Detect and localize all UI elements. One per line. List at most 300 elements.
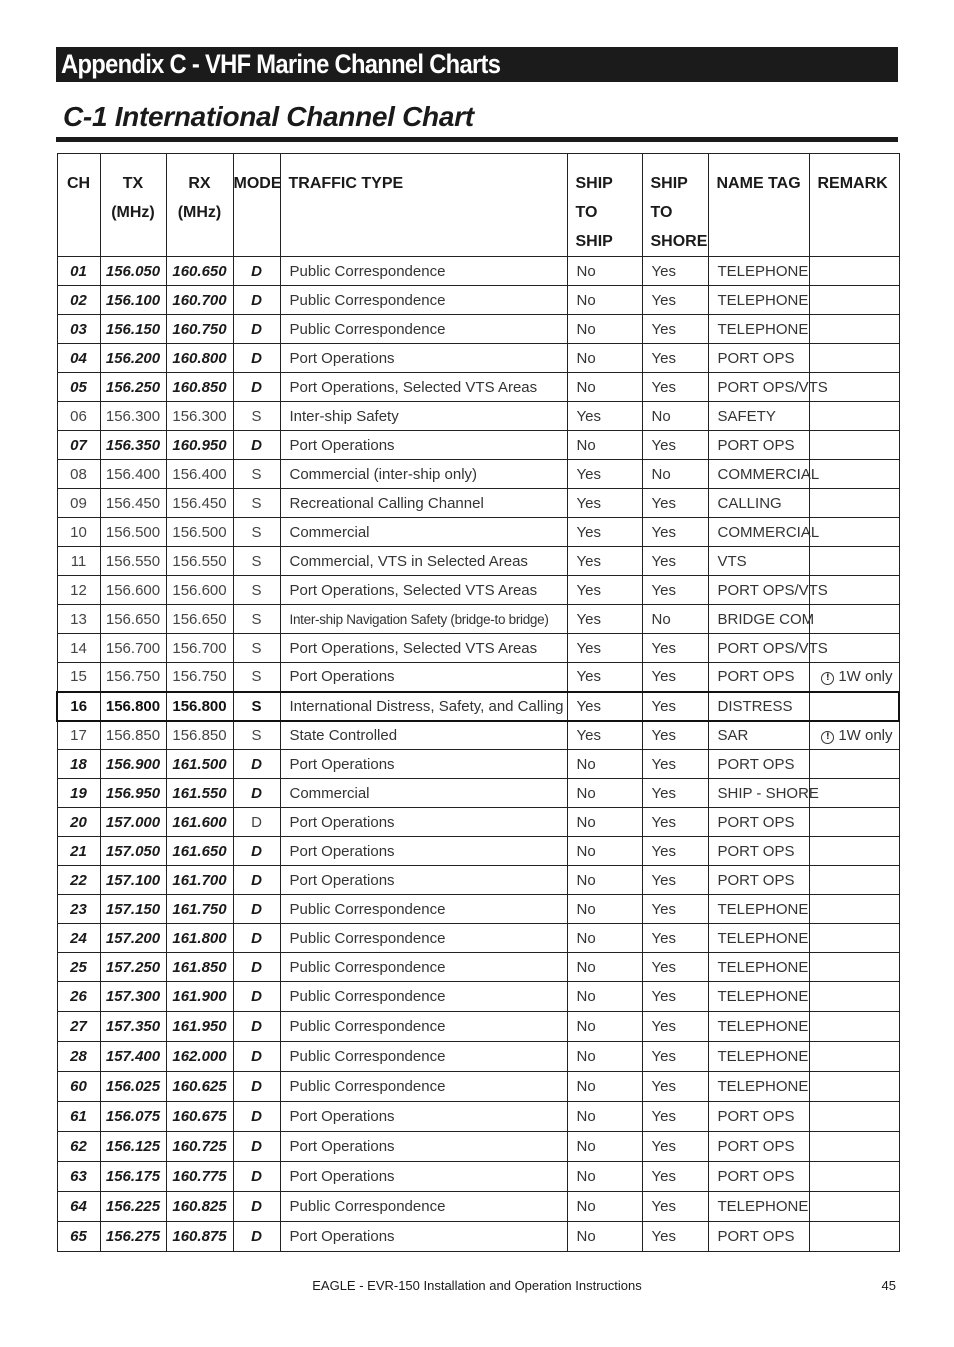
cell-channel-text: 12: [70, 581, 87, 599]
cell-remark: [809, 982, 899, 1012]
cell-remark: [809, 895, 899, 924]
cell-channel: [57, 1102, 100, 1132]
cell-rx-freq-text: 160.750: [172, 320, 227, 338]
cell-ship-to-shore-text: Yes: [651, 436, 676, 454]
cell-channel-text: 22: [70, 871, 87, 889]
cell-traffic-type-text: Port Operations: [289, 871, 395, 889]
cell-traffic-type-text: Public Correspondence: [289, 320, 446, 338]
cell-channel: [57, 1162, 100, 1192]
cell-name-tag: [708, 663, 809, 692]
cell-rx-freq-text: 160.675: [172, 1108, 227, 1125]
cell-rx-freq-text: 161.600: [172, 813, 227, 831]
cell-rx-freq: [166, 924, 233, 953]
cell-ship-to-shore: [642, 518, 708, 547]
cell-ship-to-ship: [567, 286, 642, 315]
cell-tx-freq: [100, 576, 166, 605]
cell-tx-freq-text: 156.050: [105, 262, 161, 280]
cell-traffic-type-text: Public Correspondence: [289, 291, 446, 309]
table-row: [57, 663, 899, 692]
cell-channel: [57, 315, 100, 344]
cell-rx-freq: [166, 808, 233, 837]
cell-traffic-type: [280, 924, 567, 953]
cell-mode: [233, 576, 280, 605]
cell-traffic-type: [280, 489, 567, 518]
cell-traffic-type-text: Port Operations, Selected VTS Areas: [289, 639, 538, 657]
cell-name-tag-text: CALLING: [717, 494, 782, 512]
header-ship-to-shore: SHIP TO SHORE: [642, 154, 708, 257]
cell-traffic-type-text: Port Operations: [289, 1138, 395, 1155]
cell-name-tag-text: BRIDGE COM: [717, 610, 815, 628]
section-title: C-1 International Channel Chart: [63, 101, 474, 132]
cell-ship-to-ship: [567, 1132, 642, 1162]
cell-channel-text: 17: [70, 726, 87, 744]
cell-ship-to-shore-text: Yes: [651, 1168, 676, 1185]
cell-traffic-type-text: Commercial (inter-ship only): [289, 465, 478, 483]
cell-traffic-type-text: Inter-ship Navigation Safety (bridge-to bridge): [289, 611, 549, 627]
cell-ship-to-shore: [642, 692, 708, 721]
cell-remark: [809, 344, 899, 373]
table-row: [57, 1162, 899, 1192]
section-divider: [56, 137, 898, 142]
cell-channel: [57, 605, 100, 634]
cell-remark: [809, 1132, 899, 1162]
cell-rx-freq-text: 161.500: [172, 755, 227, 773]
cell-channel-text: 28: [70, 1048, 87, 1065]
cell-mode-text: S: [251, 552, 262, 570]
cell-name-tag-text: DISTRESS: [717, 697, 793, 715]
cell-traffic-type: [280, 1222, 567, 1252]
cell-name-tag: [708, 489, 809, 518]
cell-channel: [57, 634, 100, 663]
cell-mode-text: D: [251, 1198, 262, 1215]
cell-ship-to-shore: [642, 808, 708, 837]
cell-name-tag: [708, 1222, 809, 1252]
cell-ship-to-ship: [567, 489, 642, 518]
cell-rx-freq: [166, 547, 233, 576]
cell-mode: [233, 692, 280, 721]
cell-mode: [233, 518, 280, 547]
cell-mode: [233, 953, 280, 982]
cell-tx-freq: [100, 1102, 166, 1132]
cell-ship-to-ship-text: Yes: [576, 465, 601, 483]
cell-ship-to-shore-text: Yes: [651, 1048, 676, 1065]
channel-chart-table: [56, 153, 900, 1252]
cell-traffic-type-text: Port Operations: [289, 1108, 395, 1125]
cell-mode: [233, 402, 280, 431]
cell-ship-to-shore-text: Yes: [651, 726, 676, 744]
cell-mode: [233, 1012, 280, 1042]
cell-channel-text: 24: [70, 929, 87, 947]
cell-rx-freq: [166, 344, 233, 373]
cell-rx-freq-text: 161.750: [172, 900, 227, 918]
cell-traffic-type: [280, 576, 567, 605]
cell-mode: [233, 1072, 280, 1102]
cell-rx-freq-text: 156.850: [172, 726, 227, 744]
cell-ship-to-shore: [642, 460, 708, 489]
cell-rx-freq: [166, 286, 233, 315]
cell-name-tag: [708, 953, 809, 982]
cell-ship-to-ship-text: No: [576, 871, 596, 889]
cell-mode-text: S: [251, 581, 262, 599]
cell-name-tag: [708, 924, 809, 953]
cell-ship-to-shore: [642, 982, 708, 1012]
cell-channel: [57, 576, 100, 605]
cell-ship-to-ship-text: No: [576, 784, 596, 802]
cell-tx-freq: [100, 634, 166, 663]
cell-traffic-type: [280, 895, 567, 924]
cell-ship-to-ship: [567, 1192, 642, 1222]
cell-channel-text: 09: [70, 494, 87, 512]
cell-name-tag-text: PORT OPS: [717, 349, 795, 367]
cell-ship-to-ship: [567, 866, 642, 895]
cell-mode: [233, 721, 280, 750]
cell-remark: [809, 750, 899, 779]
cell-ship-to-shore-text: Yes: [651, 1018, 676, 1035]
cell-mode: [233, 460, 280, 489]
cell-rx-freq-text: 161.650: [172, 842, 227, 860]
cell-tx-freq: [100, 489, 166, 518]
cell-channel-text: 23: [70, 900, 87, 918]
cell-ship-to-ship: [567, 257, 642, 286]
cell-traffic-type-text: Port Operations: [289, 842, 395, 860]
cell-rx-freq-text: 161.550: [172, 784, 227, 802]
cell-ship-to-ship: [567, 982, 642, 1012]
cell-rx-freq-text: 156.750: [172, 668, 227, 686]
cell-ship-to-shore: [642, 1072, 708, 1102]
cell-ship-to-ship-text: No: [576, 1198, 596, 1215]
cell-traffic-type: [280, 663, 567, 692]
cell-tx-freq: [100, 286, 166, 315]
cell-rx-freq-text: 160.800: [172, 349, 227, 367]
cell-name-tag-text: PORT OPS/VTS: [717, 639, 828, 657]
cell-ship-to-shore: [642, 344, 708, 373]
cell-traffic-type-text: Port Operations: [289, 436, 395, 454]
cell-name-tag-text: PORT OPS/VTS: [717, 581, 828, 599]
cell-name-tag: [708, 808, 809, 837]
cell-mode-text: D: [251, 755, 262, 773]
cell-mode-text: D: [251, 291, 262, 309]
cell-remark: [809, 1222, 899, 1252]
cell-ship-to-ship-text: No: [576, 1048, 596, 1065]
table-row: [57, 692, 899, 721]
cell-traffic-type-text: Port Operations: [289, 813, 395, 831]
cell-mode-text: S: [251, 726, 262, 744]
table-row: [57, 1222, 899, 1252]
cell-ship-to-shore-text: Yes: [651, 639, 676, 657]
cell-ship-to-ship-text: No: [576, 291, 596, 309]
cell-channel-text: 15: [70, 668, 87, 686]
cell-ship-to-shore-text: Yes: [651, 378, 676, 396]
cell-tx-freq-text: 156.500: [105, 523, 161, 541]
cell-channel-text: 13: [70, 610, 87, 628]
cell-channel: [57, 982, 100, 1012]
cell-mode-text: S: [251, 523, 262, 541]
cell-tx-freq: [100, 402, 166, 431]
cell-rx-freq: [166, 982, 233, 1012]
cell-name-tag-text: PORT OPS: [717, 871, 795, 889]
cell-name-tag-text: PORT OPS/VTS: [717, 378, 828, 396]
cell-channel-text: 03: [70, 320, 87, 338]
cell-tx-freq-text: 157.000: [105, 813, 161, 831]
table-row: [57, 402, 899, 431]
cell-ship-to-shore-text: Yes: [651, 842, 676, 860]
info-icon: !: [821, 672, 834, 685]
cell-channel-text: 62: [70, 1138, 87, 1155]
cell-name-tag: [708, 721, 809, 750]
cell-ship-to-ship-text: No: [576, 842, 596, 860]
header-traffic-type: TRAFFIC TYPE: [280, 154, 567, 257]
cell-traffic-type: [280, 1162, 567, 1192]
cell-ship-to-shore: [642, 1012, 708, 1042]
cell-rx-freq-text: 160.650: [172, 262, 227, 280]
cell-traffic-type: [280, 605, 567, 634]
cell-rx-freq: [166, 895, 233, 924]
cell-tx-freq-text: 156.350: [105, 436, 161, 454]
cell-channel: [57, 837, 100, 866]
cell-rx-freq-text: 160.950: [172, 436, 227, 454]
cell-name-tag-text: PORT OPS: [717, 755, 795, 773]
cell-rx-freq: [166, 721, 233, 750]
cell-tx-freq: [100, 692, 166, 721]
cell-channel: [57, 663, 100, 692]
cell-mode-text: D: [251, 871, 262, 889]
cell-tx-freq-text: 157.250: [105, 958, 161, 976]
cell-traffic-type-text: Port Operations: [289, 755, 395, 773]
cell-rx-freq-text: 156.600: [172, 581, 227, 599]
cell-ship-to-shore: [642, 489, 708, 518]
cell-mode-text: D: [251, 929, 262, 947]
cell-channel-text: 26: [70, 988, 87, 1005]
cell-tx-freq: [100, 1132, 166, 1162]
table-row: [57, 837, 899, 866]
cell-mode-text: S: [251, 639, 262, 657]
cell-rx-freq-text: 161.800: [172, 929, 227, 947]
table-header-row: [57, 154, 899, 257]
cell-mode-text: D: [251, 1138, 262, 1155]
cell-ship-to-shore: [642, 402, 708, 431]
cell-traffic-type: [280, 721, 567, 750]
cell-traffic-type: [280, 1192, 567, 1222]
cell-ship-to-ship: [567, 344, 642, 373]
cell-traffic-type: [280, 808, 567, 837]
cell-name-tag-text: TELEPHONE: [717, 1048, 809, 1065]
cell-name-tag-text: PORT OPS: [717, 668, 795, 686]
cell-tx-freq-text: 156.900: [105, 755, 161, 773]
cell-ship-to-shore-text: Yes: [651, 1108, 676, 1125]
cell-channel: [57, 924, 100, 953]
cell-tx-freq-text: 156.075: [105, 1108, 161, 1125]
cell-ship-to-shore: [642, 837, 708, 866]
cell-rx-freq: [166, 779, 233, 808]
cell-ship-to-shore-text: Yes: [651, 1078, 676, 1095]
cell-ship-to-ship-text: No: [576, 320, 596, 338]
cell-rx-freq-text: 160.875: [172, 1228, 227, 1245]
cell-ship-to-shore-text: Yes: [651, 320, 676, 338]
table-row: [57, 315, 899, 344]
cell-traffic-type-text: Port Operations: [289, 1228, 395, 1245]
cell-ship-to-ship: [567, 692, 642, 721]
cell-traffic-type: [280, 315, 567, 344]
cell-traffic-type: [280, 344, 567, 373]
cell-mode: [233, 837, 280, 866]
cell-remark: [809, 1162, 899, 1192]
cell-remark: [809, 286, 899, 315]
cell-channel: [57, 1222, 100, 1252]
table-row: [57, 518, 899, 547]
cell-mode-text: D: [251, 1078, 262, 1095]
cell-mode-text: D: [251, 1168, 262, 1185]
cell-channel: [57, 286, 100, 315]
cell-mode-text: D: [251, 1228, 262, 1245]
cell-traffic-type-text: Recreational Calling Channel: [289, 494, 484, 512]
cell-ship-to-shore-text: Yes: [651, 552, 676, 570]
cell-ship-to-ship: [567, 721, 642, 750]
cell-rx-freq-text: 162.000: [172, 1048, 227, 1065]
cell-mode-text: D: [251, 842, 262, 860]
table-row: [57, 257, 899, 286]
cell-rx-freq: [166, 431, 233, 460]
cell-tx-freq: [100, 1072, 166, 1102]
cell-mode: [233, 866, 280, 895]
cell-mode: [233, 808, 280, 837]
cell-rx-freq: [166, 402, 233, 431]
cell-ship-to-ship-text: Yes: [576, 552, 601, 570]
cell-mode-text: D: [251, 320, 262, 338]
cell-ship-to-shore-text: Yes: [651, 1228, 676, 1245]
cell-ship-to-ship: [567, 402, 642, 431]
cell-channel: [57, 344, 100, 373]
cell-remark: [809, 837, 899, 866]
cell-tx-freq-text: 156.200: [105, 349, 161, 367]
cell-remark: [809, 1102, 899, 1132]
cell-channel-text: 08: [70, 465, 87, 483]
cell-tx-freq-text: 157.100: [105, 871, 161, 889]
cell-traffic-type-text: State Controlled: [289, 726, 398, 744]
cell-ship-to-ship-text: No: [576, 1018, 596, 1035]
cell-ship-to-ship-text: No: [576, 262, 596, 280]
cell-channel: [57, 1012, 100, 1042]
cell-ship-to-ship: [567, 315, 642, 344]
cell-ship-to-shore-text: Yes: [651, 697, 676, 715]
cell-ship-to-ship-text: Yes: [576, 610, 601, 628]
cell-traffic-type-text: Public Correspondence: [289, 1078, 446, 1095]
cell-name-tag: [708, 982, 809, 1012]
cell-ship-to-ship: [567, 605, 642, 634]
cell-tx-freq: [100, 431, 166, 460]
cell-channel: [57, 866, 100, 895]
cell-mode: [233, 924, 280, 953]
cell-tx-freq-text: 156.550: [105, 552, 161, 570]
cell-ship-to-ship: [567, 837, 642, 866]
cell-traffic-type-text: Commercial, VTS in Selected Areas: [289, 552, 528, 570]
cell-tx-freq-text: 156.800: [105, 697, 161, 715]
cell-remark: [809, 489, 899, 518]
cell-ship-to-shore-text: Yes: [651, 668, 676, 686]
cell-rx-freq: [166, 489, 233, 518]
cell-name-tag: [708, 315, 809, 344]
cell-name-tag-text: SAFETY: [717, 407, 776, 425]
cell-rx-freq: [166, 257, 233, 286]
cell-ship-to-shore-text: Yes: [651, 929, 676, 947]
cell-name-tag-text: VTS: [717, 552, 747, 570]
cell-ship-to-ship: [567, 663, 642, 692]
cell-ship-to-shore-text: Yes: [651, 813, 676, 831]
cell-tx-freq: [100, 1042, 166, 1072]
cell-ship-to-ship-text: No: [576, 813, 596, 831]
cell-ship-to-ship: [567, 576, 642, 605]
appendix-title-bar: [56, 47, 898, 82]
cell-traffic-type-text: Port Operations: [289, 1168, 395, 1185]
cell-tx-freq-text: 156.175: [105, 1168, 161, 1185]
cell-name-tag-text: TELEPHONE: [717, 320, 809, 338]
cell-tx-freq-text: 156.950: [105, 784, 161, 802]
cell-channel: [57, 373, 100, 402]
cell-rx-freq-text: 161.700: [172, 871, 227, 889]
table-row: [57, 576, 899, 605]
cell-tx-freq: [100, 808, 166, 837]
cell-ship-to-ship-text: Yes: [576, 639, 601, 657]
cell-traffic-type: [280, 286, 567, 315]
cell-rx-freq-text: 160.825: [172, 1198, 227, 1215]
cell-channel: [57, 895, 100, 924]
cell-name-tag-text: TELEPHONE: [717, 262, 809, 280]
cell-tx-freq-text: 156.650: [105, 610, 161, 628]
cell-rx-freq-text: 156.800: [172, 697, 227, 715]
cell-mode: [233, 547, 280, 576]
cell-tx-freq: [100, 373, 166, 402]
table-row: [57, 373, 899, 402]
cell-name-tag: [708, 1132, 809, 1162]
cell-name-tag: [708, 286, 809, 315]
cell-tx-freq-text: 156.850: [105, 726, 161, 744]
cell-tx-freq: [100, 344, 166, 373]
cell-mode: [233, 489, 280, 518]
table-body: [57, 257, 899, 1252]
cell-name-tag-text: COMMERCIAL: [717, 523, 820, 541]
header-name-tag: NAME TAG: [708, 154, 809, 257]
table-row: [57, 779, 899, 808]
cell-channel: [57, 1132, 100, 1162]
header-ch: CH: [57, 154, 100, 257]
cell-ship-to-ship: [567, 1072, 642, 1102]
cell-traffic-type-text: Public Correspondence: [289, 1048, 446, 1065]
cell-tx-freq: [100, 924, 166, 953]
cell-mode: [233, 1192, 280, 1222]
cell-name-tag-text: TELEPHONE: [717, 929, 809, 947]
cell-rx-freq: [166, 460, 233, 489]
cell-tx-freq: [100, 1012, 166, 1042]
cell-ship-to-ship-text: No: [576, 755, 596, 773]
cell-channel-text: 04: [70, 349, 87, 367]
cell-mode: [233, 257, 280, 286]
cell-mode: [233, 431, 280, 460]
cell-ship-to-shore-text: Yes: [651, 1138, 676, 1155]
cell-tx-freq: [100, 518, 166, 547]
cell-channel-text: 02: [70, 291, 87, 309]
cell-channel-text: 25: [70, 958, 87, 976]
cell-rx-freq-text: 161.950: [172, 1018, 227, 1035]
table-row: [57, 866, 899, 895]
cell-remark: [809, 605, 899, 634]
table-row: [57, 344, 899, 373]
cell-rx-freq: [166, 1072, 233, 1102]
cell-ship-to-ship: [567, 1222, 642, 1252]
cell-name-tag: [708, 634, 828, 663]
cell-name-tag-text: TELEPHONE: [717, 1018, 809, 1035]
cell-name-tag-text: PORT OPS: [717, 1168, 795, 1185]
cell-name-tag-text: SHIP - SHORE: [717, 784, 819, 802]
cell-rx-freq-text: 160.725: [172, 1138, 227, 1155]
